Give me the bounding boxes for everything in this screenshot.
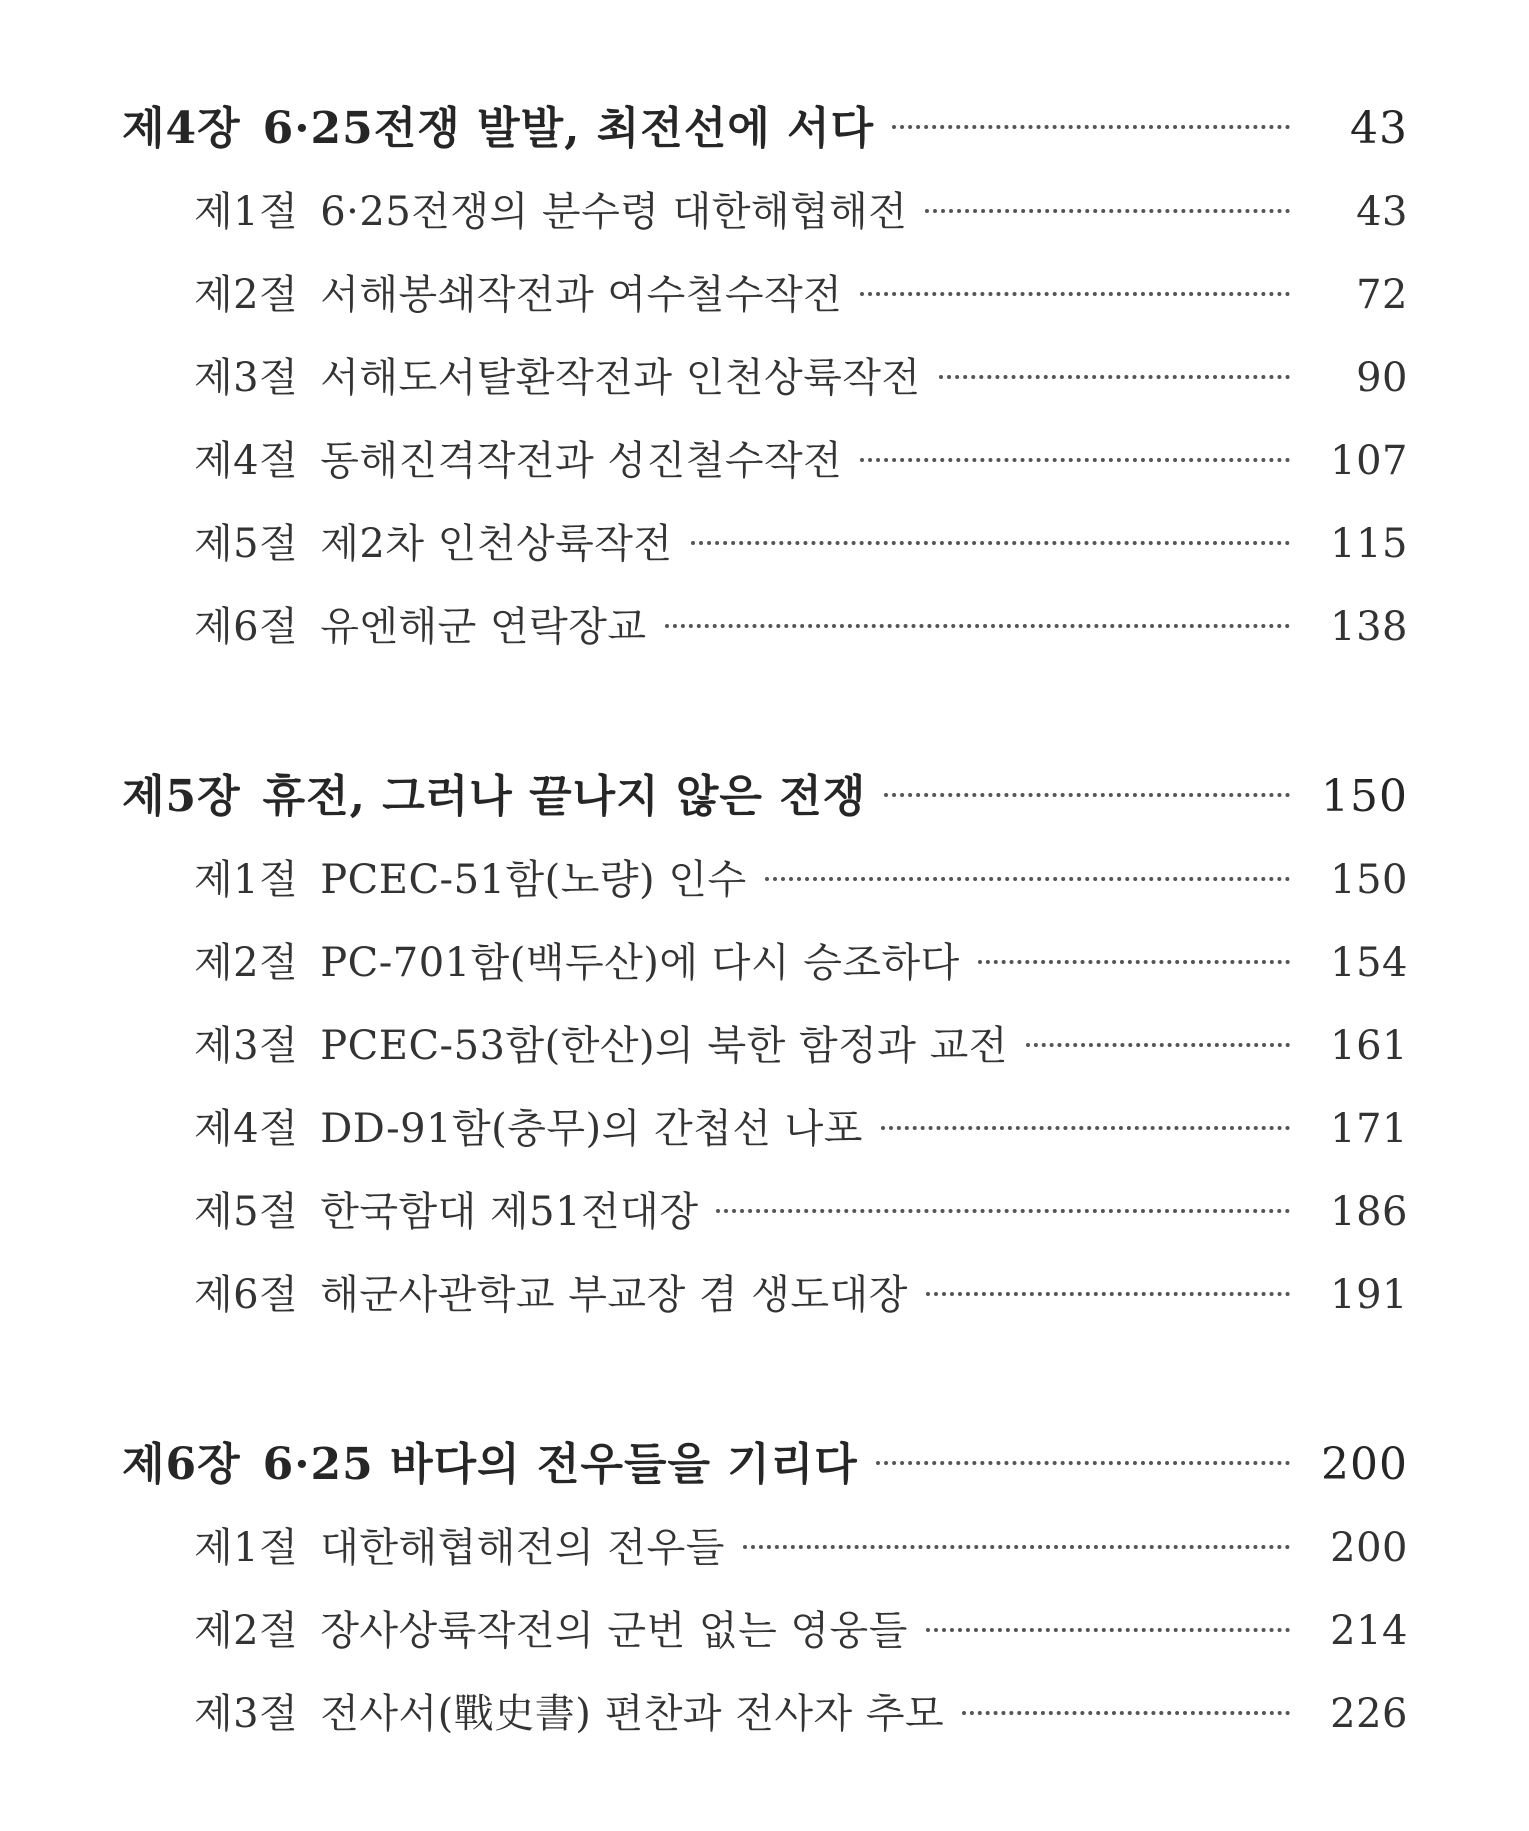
- section-number: 제3절: [194, 355, 299, 401]
- dot-leader: [962, 1711, 1290, 1715]
- dot-leader: [881, 1126, 1290, 1130]
- chapter-title: 6·25 바다의 전우들을 기리다: [262, 1439, 858, 1490]
- page-number: 43: [1350, 103, 1408, 154]
- page-number: 200: [1330, 1525, 1408, 1571]
- section-number: 제2절: [194, 272, 299, 318]
- toc-section: [194, 595, 1408, 652]
- section-number: 제6절: [194, 1272, 299, 1318]
- chapter-number: 제6장: [122, 1439, 241, 1490]
- section-title: 6·25전쟁의 분수령 대한해협해전: [320, 189, 908, 235]
- section-title: 장사상륙작전의 군번 없는 영웅들: [320, 1608, 908, 1654]
- toc-section: [194, 512, 1408, 569]
- toc-section: [194, 1682, 1408, 1739]
- toc-section: [194, 848, 1408, 905]
- page-number: 115: [1330, 521, 1408, 567]
- page-number: 191: [1330, 1272, 1408, 1318]
- dot-leader: [925, 209, 1290, 213]
- section-number: 제3절: [194, 1691, 299, 1737]
- page-number: 161: [1330, 1023, 1408, 1069]
- section-title: 해군사관학교 부교장 겸 생도대장: [320, 1272, 908, 1318]
- dot-leader: [978, 960, 1290, 964]
- page-number: 90: [1356, 355, 1408, 401]
- section-number: 제2절: [194, 1608, 299, 1654]
- dot-leader: [743, 1545, 1290, 1549]
- chapter-number: 제5장: [122, 771, 241, 822]
- section-title: 제2차 인천상륙작전: [320, 521, 673, 567]
- dot-leader: [665, 624, 1290, 628]
- toc-section: [194, 1516, 1408, 1573]
- chapter-number: 제4장: [122, 103, 241, 154]
- chapter-title: 6·25전쟁 발발, 최전선에 서다: [262, 103, 875, 154]
- toc-section: [194, 263, 1408, 320]
- section-number: 제4절: [194, 438, 299, 484]
- dot-leader: [876, 1461, 1290, 1465]
- section-title: DD-91함(충무)의 간첩선 나포: [320, 1106, 863, 1152]
- dot-leader: [926, 1628, 1290, 1632]
- toc-section: [194, 1599, 1408, 1656]
- section-title: 전사서(戰史書) 편찬과 전사자 추모: [320, 1691, 945, 1737]
- dot-leader: [860, 292, 1290, 296]
- page-number: 107: [1330, 438, 1408, 484]
- section-title: 대한해협해전의 전우들: [320, 1525, 725, 1571]
- dot-leader: [939, 375, 1290, 379]
- section-number: 제5절: [194, 1189, 299, 1235]
- toc-chapter-5: [122, 760, 1408, 824]
- page-number: 150: [1321, 771, 1408, 822]
- toc-chapter-4: [122, 92, 1408, 156]
- section-number: 제3절: [194, 1023, 299, 1069]
- dot-leader: [860, 458, 1290, 462]
- dot-leader: [892, 125, 1290, 129]
- section-title: 서해도서탈환작전과 인천상륙작전: [320, 355, 921, 401]
- toc-section: [194, 429, 1408, 486]
- dot-leader: [1026, 1043, 1290, 1047]
- toc-section: [194, 180, 1408, 237]
- toc-section: [194, 346, 1408, 403]
- page-number: 171: [1330, 1106, 1408, 1152]
- page-number: 186: [1330, 1189, 1408, 1235]
- chapter-title: 휴전, 그러나 끝나지 않은 전쟁: [262, 771, 867, 822]
- toc-section: [194, 1014, 1408, 1071]
- page-number: 214: [1330, 1608, 1408, 1654]
- toc-section: [194, 1180, 1408, 1237]
- page-number: 226: [1330, 1691, 1408, 1737]
- toc-section: [194, 931, 1408, 988]
- page-number: 154: [1330, 940, 1408, 986]
- section-title: PC-701함(백두산)에 다시 승조하다: [320, 940, 960, 986]
- page-number: 200: [1321, 1439, 1408, 1490]
- toc-section: [194, 1097, 1408, 1154]
- dot-leader: [926, 1292, 1290, 1296]
- section-title: 서해봉쇄작전과 여수철수작전: [320, 272, 843, 318]
- page-number: 43: [1356, 189, 1408, 235]
- section-number: 제1절: [194, 857, 299, 903]
- section-title: 유엔해군 연락장교: [320, 604, 647, 650]
- section-number: 제5절: [194, 521, 299, 567]
- section-number: 제4절: [194, 1106, 299, 1152]
- dot-leader: [691, 541, 1290, 545]
- section-title: 한국함대 제51전대장: [320, 1189, 699, 1235]
- dot-leader: [765, 877, 1290, 881]
- section-number: 제1절: [194, 189, 299, 235]
- section-title: 동해진격작전과 성진철수작전: [320, 438, 843, 484]
- page-number: 150: [1330, 857, 1408, 903]
- page-number: 138: [1330, 604, 1408, 650]
- dot-leader: [884, 793, 1290, 797]
- dot-leader: [716, 1209, 1290, 1213]
- section-number: 제1절: [194, 1525, 299, 1571]
- section-number: 제6절: [194, 604, 299, 650]
- toc-section: [194, 1263, 1408, 1320]
- toc-chapter-6: [122, 1428, 1408, 1492]
- page-number: 72: [1356, 272, 1408, 318]
- section-number: 제2절: [194, 940, 299, 986]
- section-title: PCEC-53함(한산)의 북한 함정과 교전: [320, 1023, 1008, 1069]
- section-title: PCEC-51함(노량) 인수: [320, 857, 747, 903]
